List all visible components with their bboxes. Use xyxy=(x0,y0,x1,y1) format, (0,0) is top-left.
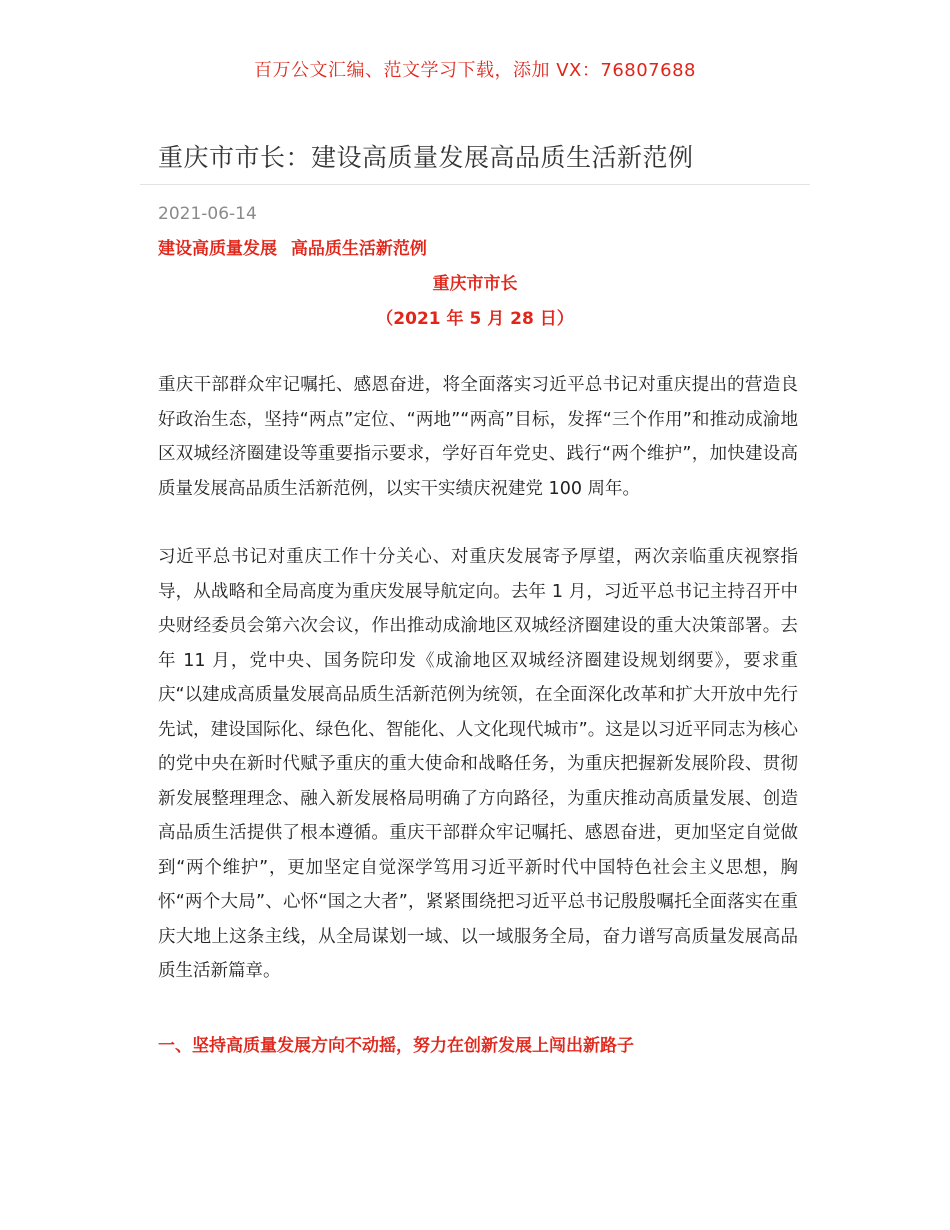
title-divider xyxy=(140,184,810,185)
lead-heading: 建设高质量发展 高品质生活新范例 xyxy=(158,239,427,259)
publish-date: 2021-06-14 xyxy=(158,204,257,224)
section-heading-1: 一、坚持高质量发展方向不动摇，努力在创新发展上闯出新路子 xyxy=(158,1036,634,1056)
article-title: 重庆市市长：建设高质量发展高品质生活新范例 xyxy=(158,143,694,172)
body-paragraph-1: 重庆干部群众牢记嘱托、感恩奋进，将全面落实习近平总书记对重庆提出的营造良好政治生态，坚持“两点”定位、“两地”“两高”目标，发挥“三个作用”和推动成渝地区双城经济圈建设等重要指示要求，学好百年党史、践行“两个维护”，加快建设高质量发展高品质生活新范例，以实干实绩庆祝建党 100 周年。 xyxy=(158,375,798,499)
promo-banner: 百万公文汇编、范文学习下载，添加 VX：76807688 xyxy=(254,60,696,81)
author-line: 重庆市市长 xyxy=(432,274,518,294)
speech-date: （2021 年 5 月 28 日） xyxy=(376,309,574,329)
body-paragraph-2: 习近平总书记对重庆工作十分关心、对重庆发展寄予厚望，两次亲临重庆视察指导，从战略和全局高度为重庆发展导航定向。去年 1 月，习近平总书记主持召开中央财经委员会第六次会议，作出推动成渝地区双城经济圈建设的重大决策部署。去年 11 月，党中央、国务院印发《成渝地区双城经济圈建设规划纲要》，要求重庆“以建成高质量发展高品质生活新范例为统领，在全面深化改革和扩大开放中先行先试，建设国际化、绿色化、智能化、人文化现代城市”。这是以习近平同志为核心的党中央在新时代赋予重庆的重大使命和战略任务，为重庆把握新发展阶段、贯彻新发展整理理念、融入新发展格局明确了方向路径，为重庆推动高质量发展、创造高品质生活提供了根本遵循。重庆干部群众牢记嘱托、感恩奋进，更加坚定自觉做到“两个维护”，更加坚定自觉深学笃用习近平新时代中国特色社会主义思想，胸怀“两个大局”、心怀“国之大者”，紧紧围绕把习近平总书记殷殷嘱托全面落实在重庆大地上这条主线，从全局谋划一域、以一域服务全局，奋力谱写高质量发展高品质生活新篇章。 xyxy=(158,547,798,981)
